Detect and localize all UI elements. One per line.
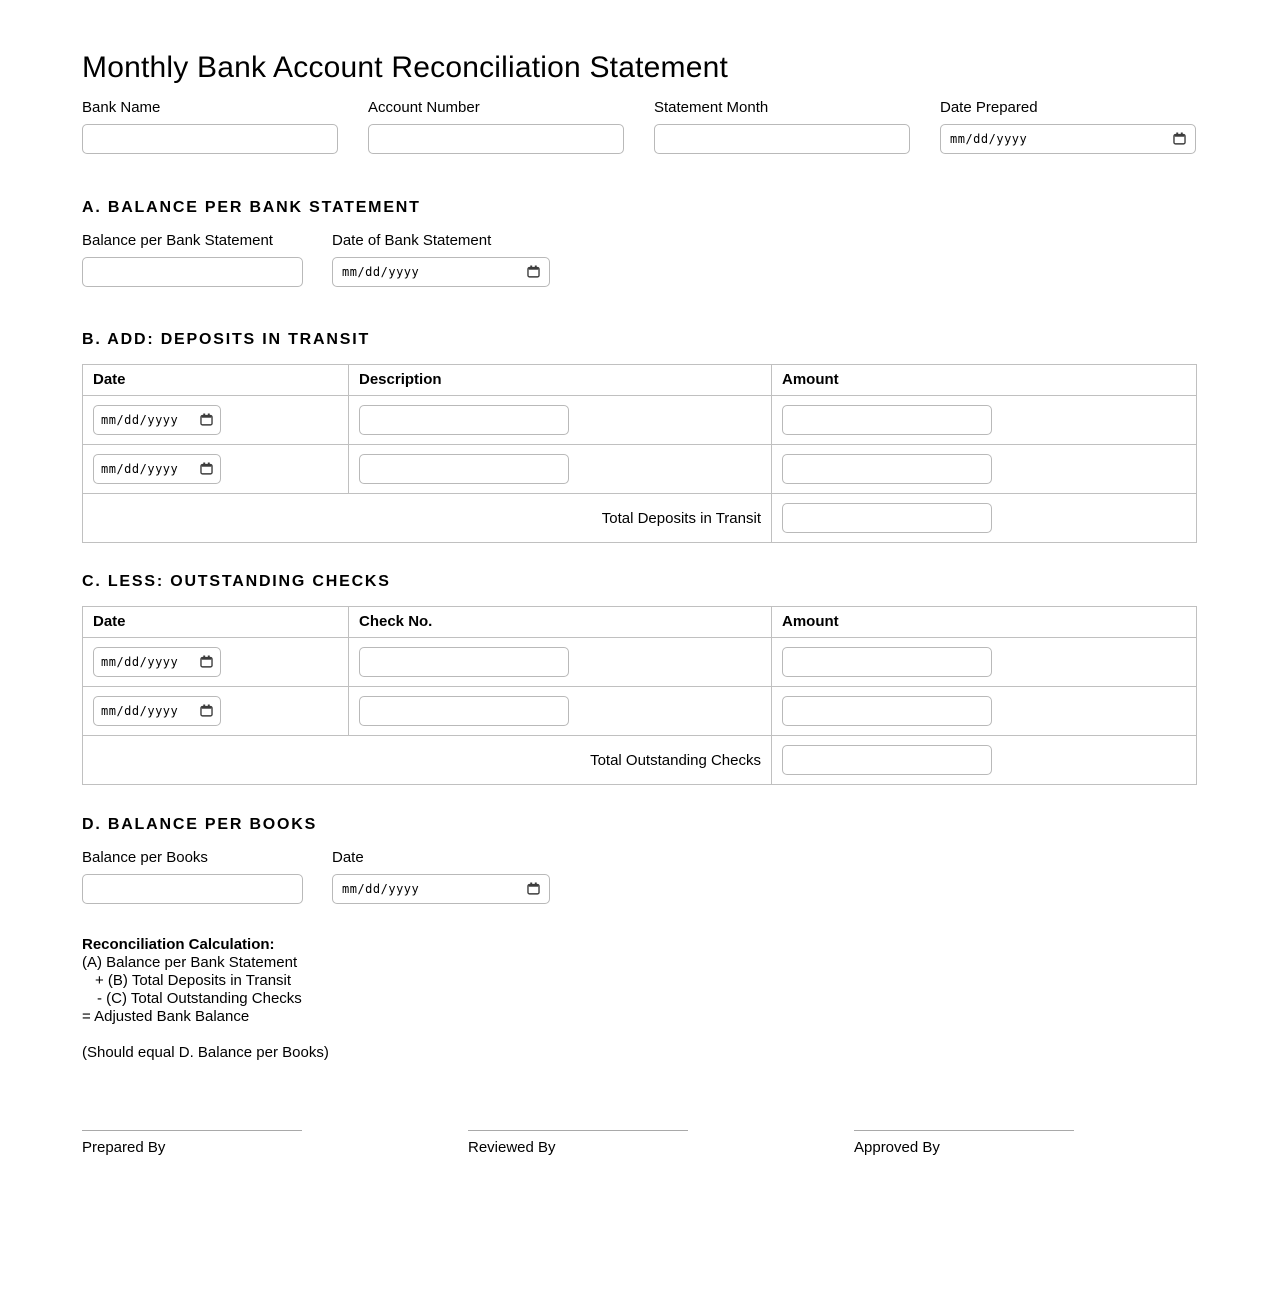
calculation-line-b: + (B) Total Deposits in Transit	[95, 972, 292, 989]
date-prepared-field	[940, 99, 1196, 154]
balance-per-bank-statement-input[interactable]	[82, 257, 303, 287]
date-prepared-input[interactable]	[940, 124, 1196, 154]
books-date-label: Date	[332, 849, 364, 866]
section-c	[82, 573, 1196, 785]
section-b-heading: B. ADD: DEPOSITS IN TRANSIT	[82, 331, 371, 348]
section-d-heading: D. BALANCE PER BOOKS	[82, 816, 318, 833]
reviewed-by-label: Reviewed By	[468, 1139, 556, 1156]
deposit-1-description-input[interactable]	[359, 405, 569, 435]
calendar-icon[interactable]	[200, 462, 213, 476]
prepared-by-label: Prepared By	[82, 1139, 166, 1156]
balance-per-bank-statement-field	[82, 232, 303, 287]
deposits-total-label: Total Deposits in Transit	[83, 494, 772, 543]
top-fields-row	[82, 99, 1196, 154]
checks-amount-header: Amount	[772, 607, 1197, 638]
deposits-total-row	[83, 494, 1197, 543]
signature-prepared	[82, 1130, 302, 1157]
date-placeholder-text: mm/dd/yyyy	[101, 413, 179, 427]
checks-row-2	[83, 687, 1197, 736]
deposit-2-description-input[interactable]	[359, 454, 569, 484]
check-1-date-input[interactable]	[93, 647, 221, 677]
deposits-amount-header: Amount	[772, 365, 1197, 396]
deposits-row-2	[83, 445, 1197, 494]
section-b	[82, 331, 1196, 543]
balance-per-bank-statement-label: Balance per Bank Statement	[82, 232, 273, 249]
account-number-label: Account Number	[368, 99, 480, 116]
deposit-2-date-input[interactable]	[93, 454, 221, 484]
calculation-line-result: = Adjusted Bank Balance	[82, 1008, 250, 1025]
statement-month-input[interactable]	[654, 124, 910, 154]
deposits-date-header: Date	[83, 365, 349, 396]
date-of-bank-statement-field	[332, 232, 550, 287]
calculation-block	[82, 936, 1196, 1062]
date-placeholder-text: mm/dd/yyyy	[342, 265, 420, 279]
date-placeholder-text: mm/dd/yyyy	[101, 462, 179, 476]
signature-approved	[854, 1130, 1074, 1157]
check-2-number-input[interactable]	[359, 696, 569, 726]
deposit-1-amount-input[interactable]	[782, 405, 992, 435]
date-of-bank-statement-label: Date of Bank Statement	[332, 232, 492, 249]
check-2-date-input[interactable]	[93, 696, 221, 726]
calculation-line-a: (A) Balance per Bank Statement	[82, 954, 298, 971]
calculation-note: (Should equal D. Balance per Books)	[82, 1044, 329, 1061]
statement-month-label: Statement Month	[654, 99, 769, 116]
date-of-bank-statement-input[interactable]	[332, 257, 550, 287]
section-d	[82, 816, 1196, 904]
books-date-field	[332, 849, 550, 904]
date-placeholder-text: mm/dd/yyyy	[950, 132, 1028, 146]
check-2-amount-input[interactable]	[782, 696, 992, 726]
checks-total-input[interactable]	[782, 745, 992, 775]
calendar-icon[interactable]	[200, 704, 213, 718]
deposits-header-row	[83, 365, 1197, 396]
checks-date-header: Date	[83, 607, 349, 638]
calendar-icon[interactable]	[527, 882, 540, 896]
date-prepared-label: Date Prepared	[940, 99, 1038, 116]
checks-row-1	[83, 638, 1197, 687]
deposits-row-1	[83, 396, 1197, 445]
deposit-2-amount-input[interactable]	[782, 454, 992, 484]
balance-per-books-label: Balance per Books	[82, 849, 208, 866]
section-a	[82, 199, 1196, 287]
bank-name-label: Bank Name	[82, 99, 161, 116]
checks-total-label: Total Outstanding Checks	[83, 736, 772, 785]
date-placeholder-text: mm/dd/yyyy	[101, 704, 179, 718]
date-placeholder-text: mm/dd/yyyy	[101, 655, 179, 669]
deposits-total-input[interactable]	[782, 503, 992, 533]
calculation-line-c: - (C) Total Outstanding Checks	[97, 990, 302, 1007]
date-placeholder-text: mm/dd/yyyy	[342, 882, 420, 896]
outstanding-checks-table	[82, 606, 1197, 785]
deposits-description-header: Description	[349, 365, 772, 396]
calendar-icon[interactable]	[527, 265, 540, 279]
account-number-input[interactable]	[368, 124, 624, 154]
calendar-icon[interactable]	[1173, 132, 1186, 146]
section-d-fields	[82, 849, 1196, 904]
section-a-heading: A. BALANCE PER BANK STATEMENT	[82, 199, 421, 216]
check-1-number-input[interactable]	[359, 647, 569, 677]
approved-by-label: Approved By	[854, 1139, 940, 1156]
checks-total-row	[83, 736, 1197, 785]
section-a-fields	[82, 232, 1196, 287]
deposit-1-date-input[interactable]	[93, 405, 221, 435]
signature-row	[82, 1130, 1196, 1157]
bank-name-input[interactable]	[82, 124, 338, 154]
bank-name-field	[82, 99, 338, 154]
signature-reviewed	[468, 1130, 688, 1157]
section-c-heading: C. LESS: OUTSTANDING CHECKS	[82, 573, 391, 590]
account-number-field	[368, 99, 624, 154]
calendar-icon[interactable]	[200, 413, 213, 427]
checks-number-header: Check No.	[349, 607, 772, 638]
calendar-icon[interactable]	[200, 655, 213, 669]
calculation-heading: Reconciliation Calculation:	[82, 936, 275, 953]
deposits-in-transit-table	[82, 364, 1197, 543]
page-title: Monthly Bank Account Reconciliation Statement	[82, 51, 729, 84]
balance-per-books-input[interactable]	[82, 874, 303, 904]
checks-header-row	[83, 607, 1197, 638]
statement-month-field	[654, 99, 910, 154]
check-1-amount-input[interactable]	[782, 647, 992, 677]
balance-per-books-field	[82, 849, 303, 904]
books-date-input[interactable]	[332, 874, 550, 904]
